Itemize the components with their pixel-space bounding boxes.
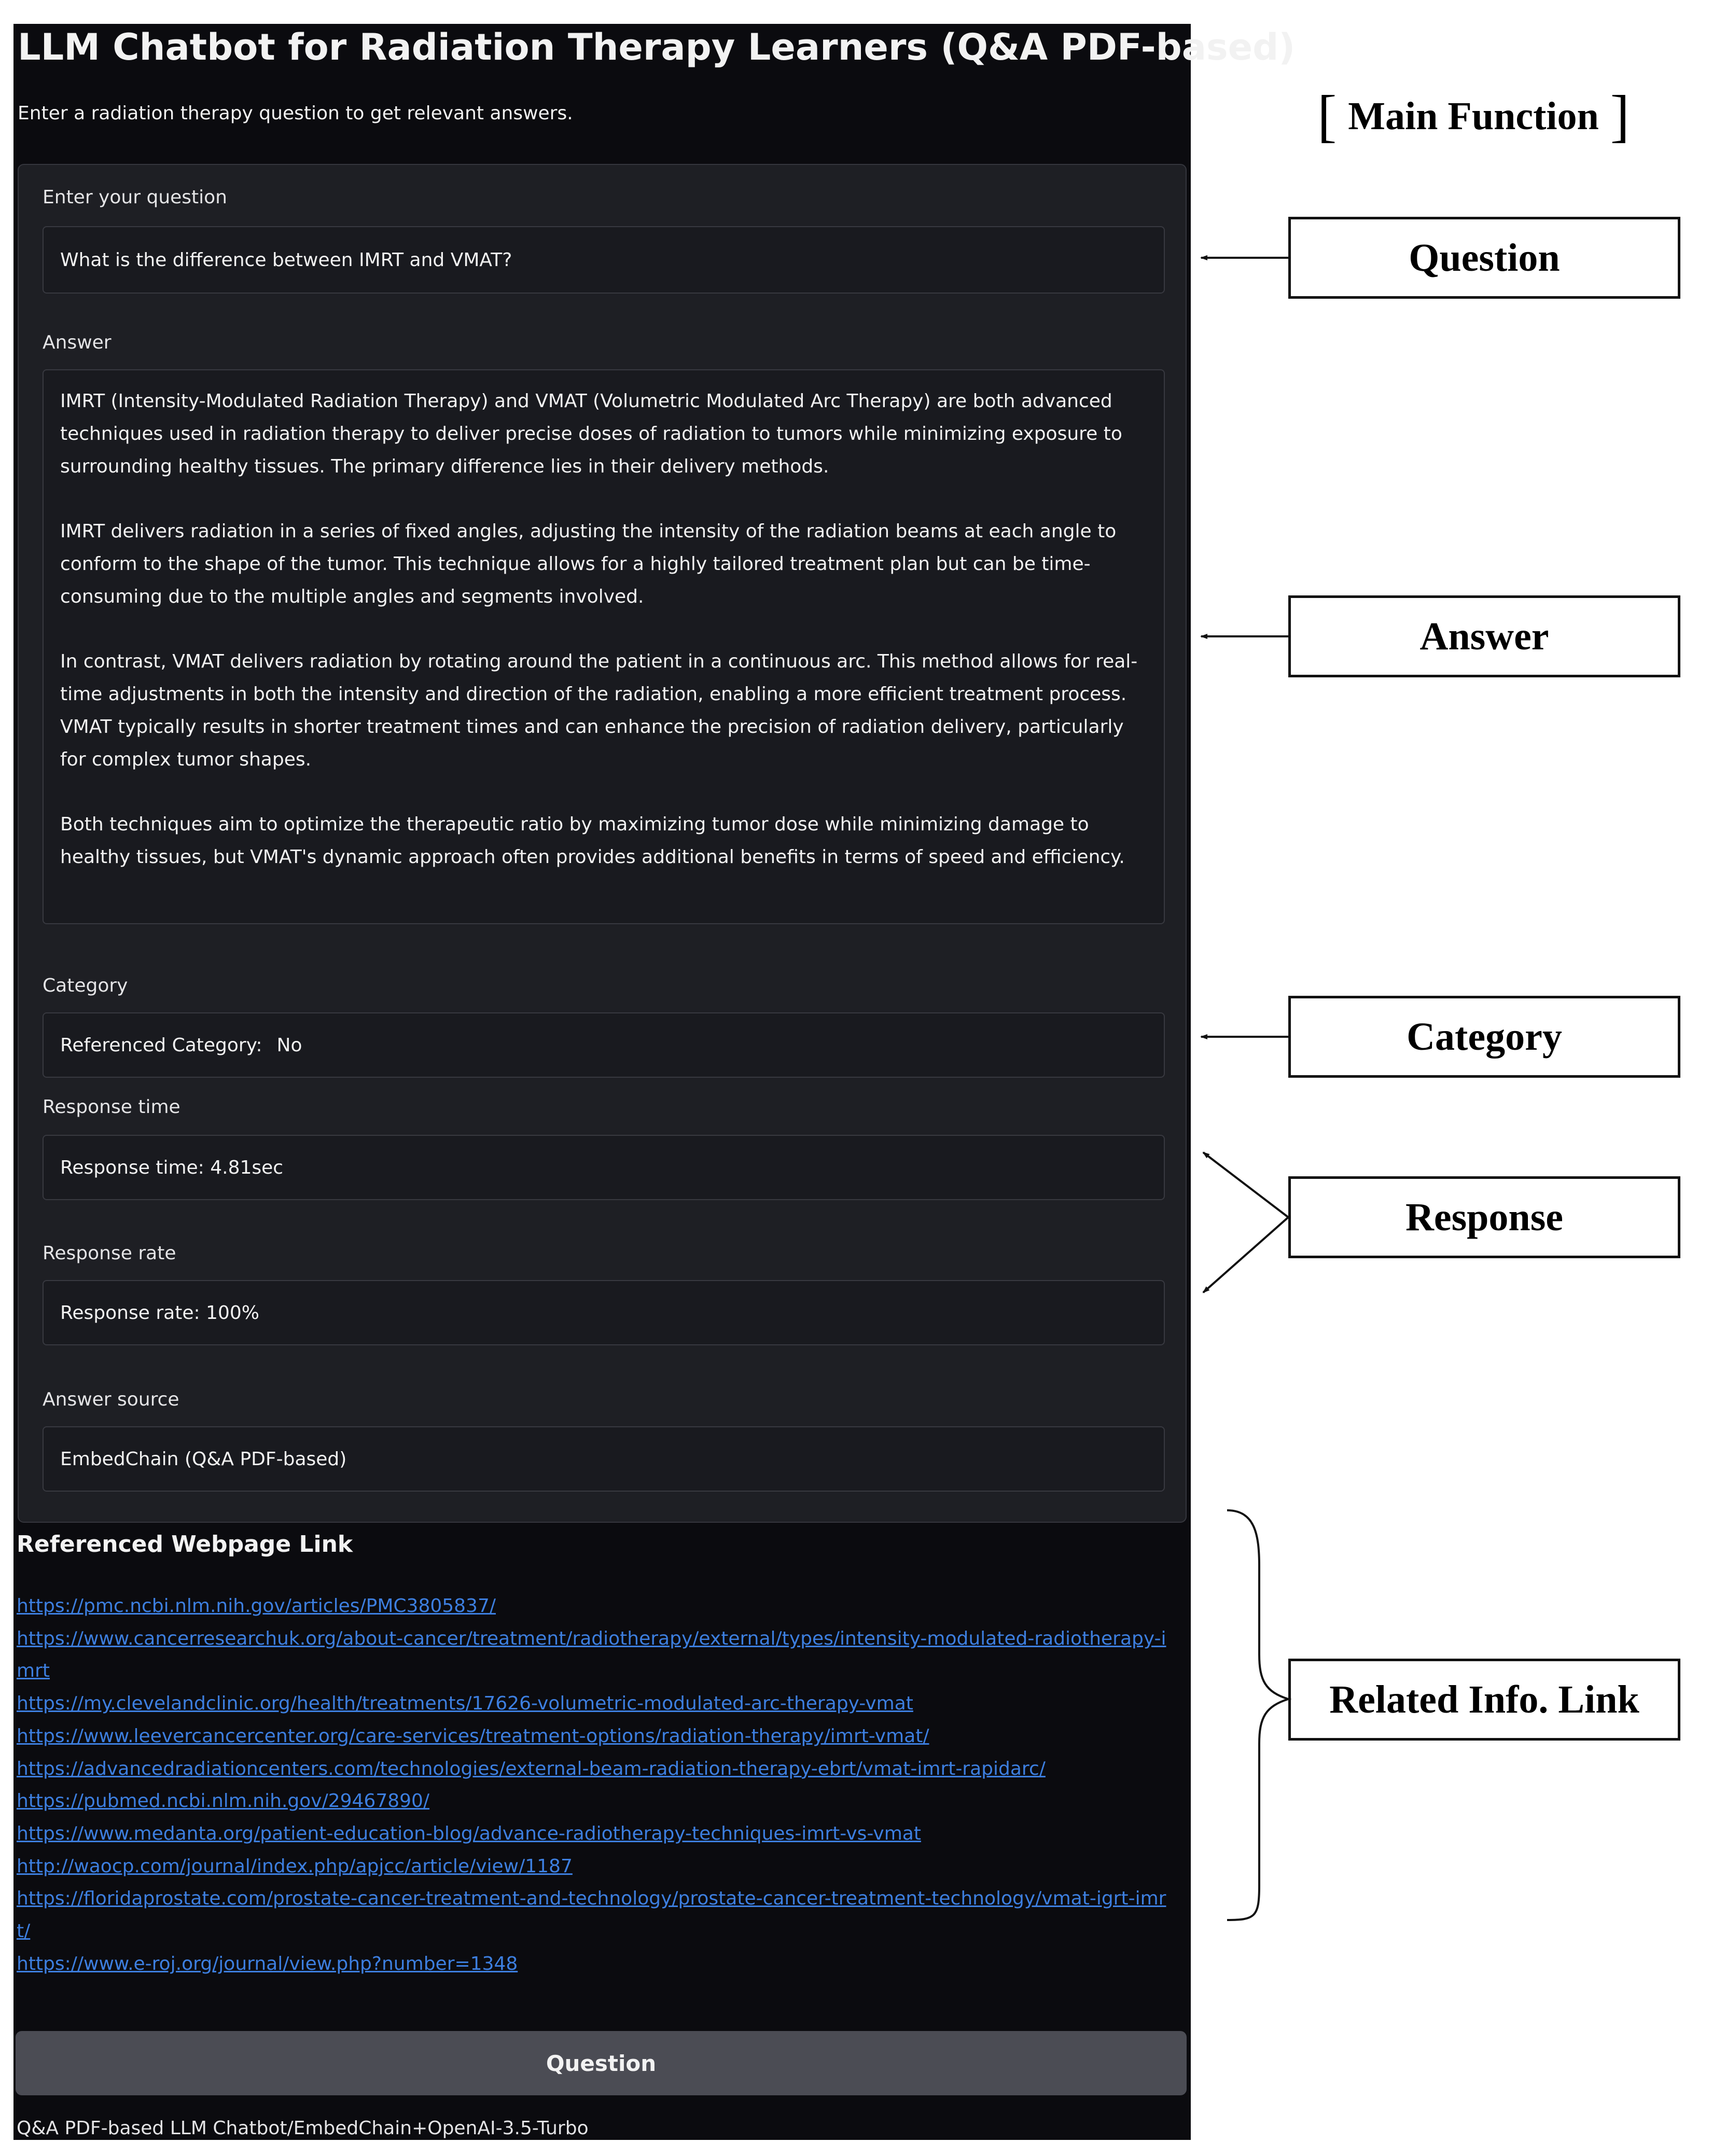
response-rate-label: Response rate xyxy=(43,1243,176,1264)
right-bracket-icon: ] xyxy=(1610,84,1630,148)
reference-link[interactable]: https://pubmed.ncbi.nlm.nih.gov/29467890/ xyxy=(17,1790,430,1812)
curly-brace-icon xyxy=(1227,1510,1288,1920)
reference-link[interactable]: https://www.cancerresearchuk.org/about-cancer/treatment/radiotherapy/external/types/intensity-modulated-radiotherapy-imrt xyxy=(17,1628,1166,1682)
app-subtitle: Enter a radiation therapy question to get relevant answers. xyxy=(18,103,573,124)
answer-source-label: Answer source xyxy=(43,1389,179,1410)
category-value: No xyxy=(276,1034,302,1056)
category-prefix: Referenced Category: xyxy=(60,1034,262,1056)
answer-annotation-label: Answer xyxy=(1419,614,1549,658)
reference-link[interactable]: https://floridaprostate.com/prostate-cancer-treatment-and-technology/prostate-cancer-treatment-technology/vmat-igrt-imrt/ xyxy=(17,1888,1166,1942)
response-rate-value: Response rate: 100% xyxy=(60,1302,259,1324)
reference-link[interactable]: https://www.e-roj.org/journal/view.php?number=1348 xyxy=(17,1953,518,1974)
question-input-value: What is the difference between IMRT and VMAT? xyxy=(60,249,512,271)
footer-text: Q&A PDF-based LLM Chatbot/EmbedChain+OpenAI-3.5-Turbo xyxy=(17,2118,589,2139)
answer-paragraph: IMRT (Intensity-Modulated Radiation Therapy) and VMAT (Volumetric Modulated Arc Therapy) are both advanced techniques used in radiation therapy to deliver precise doses of radiation to tumors while minimizing exposure to surrounding healthy tissues. The primary difference lies in their delivery methods. xyxy=(60,391,1129,477)
reference-link[interactable]: http://waocp.com/journal/index.php/apjcc/article/view/1187 xyxy=(17,1855,573,1877)
reference-link[interactable]: https://www.leevercancercenter.org/care-services/treatment-options/radiation-therapy/imrt-vmat/ xyxy=(17,1725,929,1747)
answer-label: Answer xyxy=(43,332,112,353)
answer-paragraph: In contrast, VMAT delivers radiation by rotating around the patient in a continuous arc. This method allows for real-time adjustments in both the intensity and direction of the radiation, enabling a more efficient treatment process. VMAT typically results in shorter treatment times and can enhance the precision of radiation delivery, particularly for complex tumor shapes. xyxy=(60,651,1138,770)
answer-paragraph: Both techniques aim to optimize the therapeutic ratio by maximizing tumor dose while minimizing damage to healthy tissues, but VMAT's dynamic approach often provides additional benefits in terms of speed and efficiency. xyxy=(60,814,1125,868)
question-label: Enter your question xyxy=(43,187,227,208)
reference-link[interactable]: https://my.clevelandclinic.org/health/treatments/17626-volumetric-modulated-arc-therapy-vmat xyxy=(17,1693,913,1715)
referenced-links-heading: Referenced Webpage Link xyxy=(17,1531,353,1557)
answer-source-value: EmbedChain (Q&A PDF-based) xyxy=(60,1448,347,1470)
related-link-annotation-label: Related Info. Link xyxy=(1329,1677,1639,1721)
main-function-label: Main Function xyxy=(1348,94,1599,138)
response-time-arrow-icon xyxy=(1203,1152,1288,1217)
category-annotation-label: Category xyxy=(1407,1014,1562,1059)
reference-link[interactable]: https://advancedradiationcenters.com/technologies/external-beam-radiation-therapy-ebrt/vmat-imrt-rapidarc/ xyxy=(17,1758,1046,1779)
submit-question-button[interactable]: Question xyxy=(16,2031,1187,2095)
left-bracket-icon: [ xyxy=(1317,84,1337,148)
question-annotation-label: Question xyxy=(1409,235,1560,280)
response-time-value: Response time: 4.81sec xyxy=(60,1157,284,1178)
response-annotation-label: Response xyxy=(1405,1195,1564,1239)
response-rate-arrow-icon xyxy=(1203,1217,1288,1292)
app-title: LLM Chatbot for Radiation Therapy Learners (Q&A PDF-based) xyxy=(18,26,1296,68)
answer-paragraph: IMRT delivers radiation in a series of fixed angles, adjusting the intensity of the radiation beams at each angle to conform to the shape of the tumor. This technique allows for a highly tailored treatment plan but can be time-consuming due to the multiple angles and segments involved. xyxy=(60,521,1122,607)
category-label: Category xyxy=(43,975,128,996)
reference-link[interactable]: https://pmc.ncbi.nlm.nih.gov/articles/PMC3805837/ xyxy=(17,1595,496,1617)
reference-link[interactable]: https://www.medanta.org/patient-education-blog/advance-radiotherapy-techniques-imrt-vs-vmat xyxy=(17,1823,921,1844)
response-time-label: Response time xyxy=(43,1096,180,1118)
